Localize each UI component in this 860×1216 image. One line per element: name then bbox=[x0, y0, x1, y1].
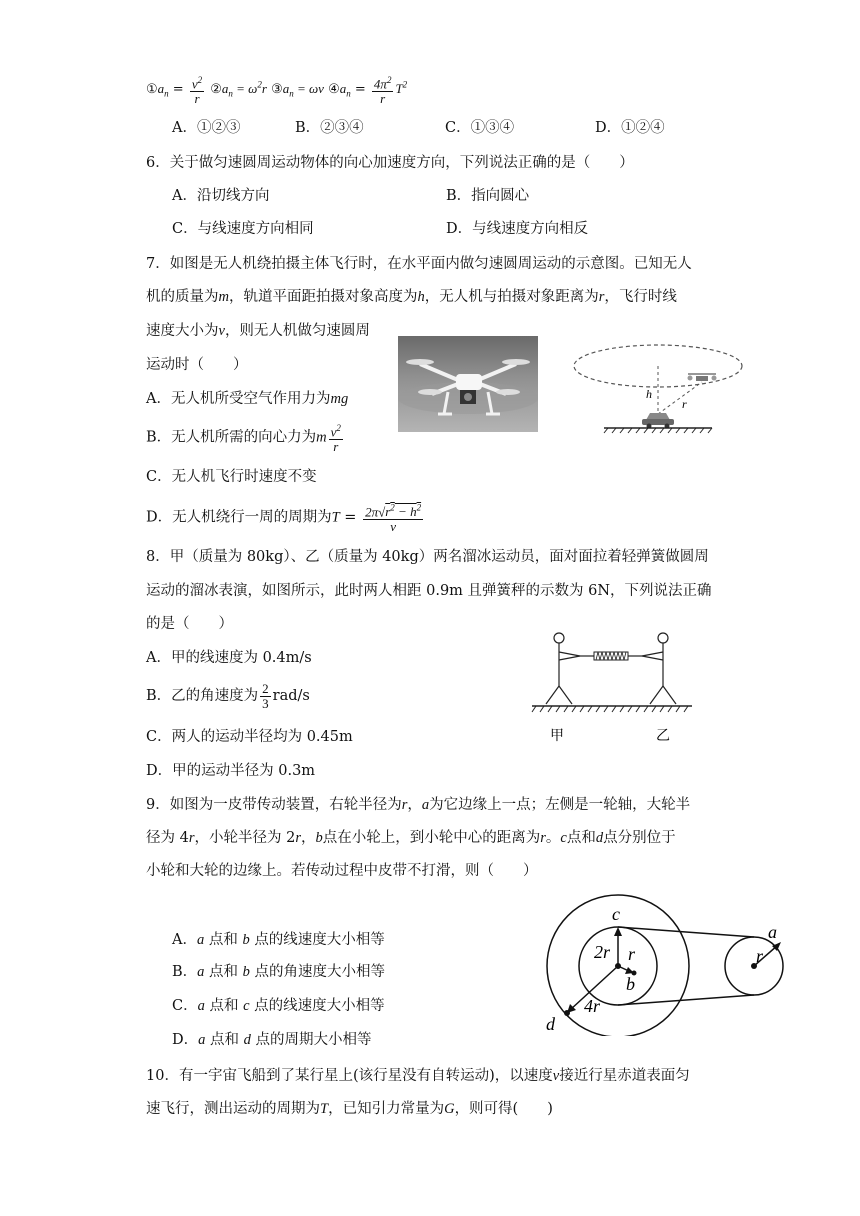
q7-option-b[interactable]: B．无人机所需的向心力为m $\frac{v^2}{r}$ bbox=[146, 423, 341, 455]
q5-option-c[interactable]: C．①③④ bbox=[445, 120, 515, 136]
car-icon bbox=[642, 413, 674, 429]
q10-text: 速飞行，测出运动的周期为 bbox=[146, 1101, 320, 1117]
point-d bbox=[564, 1010, 570, 1016]
q6-option-b[interactable]: B．指向圆心 bbox=[446, 188, 530, 204]
q8-option-b-text: B．乙的角速度为 bbox=[146, 688, 259, 704]
q5-formulas: $①a_n$ = $\frac{v^2}{r}$ $②a_n = \omega^2r$ $③a_n = \omega v$ $④a_n$ = $\frac{4\pi^2}{r}$ $T^2$ bbox=[146, 75, 408, 107]
q8-option-b[interactable] bbox=[146, 678, 310, 714]
q7-option-d-text: D．无人机绕行一周的周期为 bbox=[146, 509, 332, 526]
q6-option-c[interactable]: C．与线速度方向相同 bbox=[172, 221, 314, 237]
q9-line-3: 小轮和大轮的边缘上。若传动过程中皮带不打滑，则（ ） bbox=[146, 863, 538, 879]
label-2r: 2r bbox=[594, 942, 611, 962]
q10-line-2 bbox=[146, 1099, 553, 1119]
var-c: c bbox=[243, 998, 250, 1014]
q9-text: 点的线速度大小相等 bbox=[254, 932, 385, 948]
label-r-right: r bbox=[756, 946, 764, 966]
orbit-diagram bbox=[568, 336, 748, 436]
q7-text: ，则无人机做匀速圆周 bbox=[224, 323, 370, 339]
var-b: b bbox=[242, 964, 250, 980]
q9-text: ， bbox=[301, 830, 316, 846]
fraction-v2-r: $\frac{v^2}{r}$ bbox=[330, 423, 341, 455]
var-h: h bbox=[417, 289, 425, 305]
q6-option-d[interactable]: D．与线速度方向相反 bbox=[446, 221, 589, 237]
q10-text: ，已知引力常量为 bbox=[328, 1101, 445, 1117]
label-r-small: r bbox=[628, 944, 636, 964]
q9-text: 。 bbox=[545, 830, 561, 846]
q7-text: ，无人机与拍摄对象距离为 bbox=[424, 289, 599, 305]
spring-scale-icon bbox=[580, 652, 642, 660]
q9-text: 点和 bbox=[208, 932, 238, 948]
q9-text: ，小轮半径为 2 bbox=[194, 830, 296, 846]
label-yi: 乙 bbox=[656, 728, 670, 744]
q7-option-d[interactable]: D．无人机绕行一周的周期为T = $\frac{2\pi√r^2 - h^2}{v}$ bbox=[146, 503, 422, 535]
var-r: r bbox=[401, 797, 408, 813]
left-skater-body bbox=[546, 643, 580, 704]
distance-line bbox=[658, 382, 702, 414]
var-a: a bbox=[197, 964, 205, 980]
q9-text: 为它边缘上一点；左侧是一轮轴，大轮半 bbox=[429, 797, 691, 813]
q7-option-a[interactable] bbox=[146, 389, 348, 409]
var-r: r bbox=[188, 830, 195, 846]
fraction-v2-r: $\frac{v^2}{r}$ bbox=[191, 75, 203, 107]
label-jia: 甲 bbox=[550, 728, 564, 744]
q9-text: ， bbox=[407, 797, 422, 813]
var-a: a bbox=[421, 797, 430, 813]
q5-option-b[interactable]: B．②③④ bbox=[295, 120, 364, 136]
formula-4-marker: ④ bbox=[328, 82, 340, 98]
var-a: a bbox=[197, 998, 205, 1014]
q7-line-1: 7．如图是无人机绕拍摄主体飞行时，在水平面内做匀速圆周运动的示意图。已知无人 bbox=[146, 256, 692, 272]
var-r: r bbox=[295, 830, 301, 846]
label-b: b bbox=[626, 974, 635, 994]
q9-option-d[interactable]: D．a 点和 d 点的周期大小相等 bbox=[172, 1032, 372, 1048]
q8-option-b-unit: rad/s bbox=[272, 688, 310, 704]
pulley-diagram bbox=[540, 886, 800, 1036]
var-v: v bbox=[552, 1068, 560, 1084]
var-mg: mg bbox=[330, 391, 349, 407]
q9-line-2 bbox=[146, 828, 676, 848]
label-d: d bbox=[546, 1014, 555, 1034]
q9-text: 点的线速度大小相等 bbox=[254, 998, 385, 1014]
q10-line-1 bbox=[146, 1066, 690, 1086]
fraction-4pi2-r: $\frac{4\pi^2}{r}$ bbox=[373, 75, 392, 107]
q8-line-2: 运动的溜冰表演，如图所示，此时两人相距 0.9m 且弹簧秤的示数为 6N，下列说法正确 bbox=[146, 583, 712, 599]
skaters-diagram bbox=[530, 628, 700, 748]
q9-text: 点在小轮上，到小轮中心的距离为 bbox=[322, 830, 541, 846]
formula-2-marker: ② bbox=[210, 82, 222, 98]
q7-text: 速度大小为 bbox=[146, 323, 219, 339]
q8-line-1: 8．甲（质量为 80kg）、乙（质量为 40kg）两名溜冰运动员，面对面拉着轻弹簧做圆周 bbox=[146, 549, 709, 565]
var-T: T bbox=[320, 1101, 329, 1117]
q10-text: ，则可得( ) bbox=[454, 1101, 553, 1117]
q7-line-2 bbox=[146, 287, 677, 307]
q7-option-b-text: B．无人机所需的向心力为 bbox=[146, 429, 317, 446]
var-v: v bbox=[218, 323, 225, 339]
fraction-2-3: $\frac{2}{3}$ bbox=[262, 680, 269, 711]
q7-text: 机的质量为 bbox=[146, 289, 219, 305]
q9-option-a[interactable]: A．a 点和 b 点的线速度大小相等 bbox=[172, 932, 385, 948]
q9-text: 点和 bbox=[209, 964, 239, 980]
arrow-c bbox=[614, 927, 622, 936]
right-skater-head bbox=[658, 633, 668, 643]
q9-text: 径为 4 bbox=[146, 830, 189, 846]
q9-text: 点和 bbox=[209, 998, 239, 1014]
formula-1-marker: ① bbox=[146, 82, 158, 98]
label-4r: 4r bbox=[584, 996, 601, 1016]
q5-option-d[interactable]: D．①②④ bbox=[595, 120, 665, 136]
label-c: c bbox=[612, 904, 620, 924]
q9-text: 点分别位于 bbox=[603, 830, 676, 846]
q10-text: 接近行星赤道表面匀 bbox=[559, 1068, 690, 1084]
fraction-period: $\frac{2\pi√r^2 - h^2}{v}$ bbox=[365, 503, 422, 535]
var-c: c bbox=[560, 830, 567, 846]
q6-option-a[interactable]: A．沿切线方向 bbox=[172, 188, 270, 204]
right-skater-body bbox=[642, 643, 676, 704]
q9-line-1 bbox=[146, 795, 690, 815]
q9-option-b[interactable]: B．a 点和 b 点的角速度大小相等 bbox=[172, 964, 385, 980]
q6-stem: 6．关于做匀速圆周运动物体的向心加速度方向，下列说法正确的是（ ） bbox=[146, 155, 634, 171]
var-b: b bbox=[315, 830, 323, 846]
q9-text: 点和 bbox=[566, 830, 596, 846]
label-a: a bbox=[768, 922, 777, 942]
label-r: r bbox=[682, 397, 687, 411]
q7-line-3 bbox=[146, 321, 370, 341]
var-b: b bbox=[242, 932, 250, 948]
q10-text: 10．有一宇宙飞船到了某行星上(该行星没有自转运动)，以速度 bbox=[146, 1068, 553, 1084]
var-d: d bbox=[595, 830, 604, 846]
q9-text: 9．如图为一皮带传动装置，右轮半径为 bbox=[146, 797, 402, 813]
q9-text: 点和 bbox=[210, 1032, 239, 1048]
drone-photo bbox=[398, 336, 538, 432]
formula-3-marker: ③ bbox=[271, 82, 283, 98]
q7-line-4: 运动时（ ） bbox=[146, 357, 248, 373]
var-G: G bbox=[444, 1101, 455, 1117]
var-r: r bbox=[540, 830, 546, 846]
q7-option-c[interactable]: C．无人机飞行时速度不变 bbox=[146, 469, 317, 485]
q8-line-3: 的是（ ） bbox=[146, 616, 233, 632]
q9-text: 点的角速度大小相等 bbox=[254, 964, 385, 980]
q9-option-c[interactable]: C．a 点和 c 点的线速度大小相等 bbox=[172, 998, 385, 1014]
drone-icon bbox=[398, 336, 538, 432]
q8-option-d[interactable]: D．甲的运动半径为 0.3m bbox=[146, 763, 316, 779]
var-d: d bbox=[243, 1032, 251, 1048]
q7-option-a-text: A．无人机所受空气作用力为 bbox=[146, 391, 331, 407]
q8-option-c[interactable]: C．两人的运动半径均为 0.45m bbox=[146, 729, 353, 745]
var-m: m bbox=[218, 289, 229, 305]
left-skater-head bbox=[554, 633, 564, 643]
drone-small-icon bbox=[688, 374, 717, 381]
q5-option-a[interactable]: A．①②③ bbox=[172, 120, 241, 136]
q7-text: ，轨道平面距拍摄对象高度为 bbox=[228, 289, 418, 305]
label-h: h bbox=[646, 387, 652, 401]
var-a: a bbox=[196, 932, 205, 948]
q9-text: 点的周期大小相等 bbox=[255, 1032, 372, 1048]
ice-hatch bbox=[532, 706, 688, 712]
q8-option-a[interactable]: A．甲的线速度为 0.4m/s bbox=[146, 650, 312, 666]
var-r: r bbox=[598, 289, 605, 305]
var-a: a bbox=[198, 1032, 206, 1048]
q7-text: ，飞行时线 bbox=[604, 289, 677, 305]
